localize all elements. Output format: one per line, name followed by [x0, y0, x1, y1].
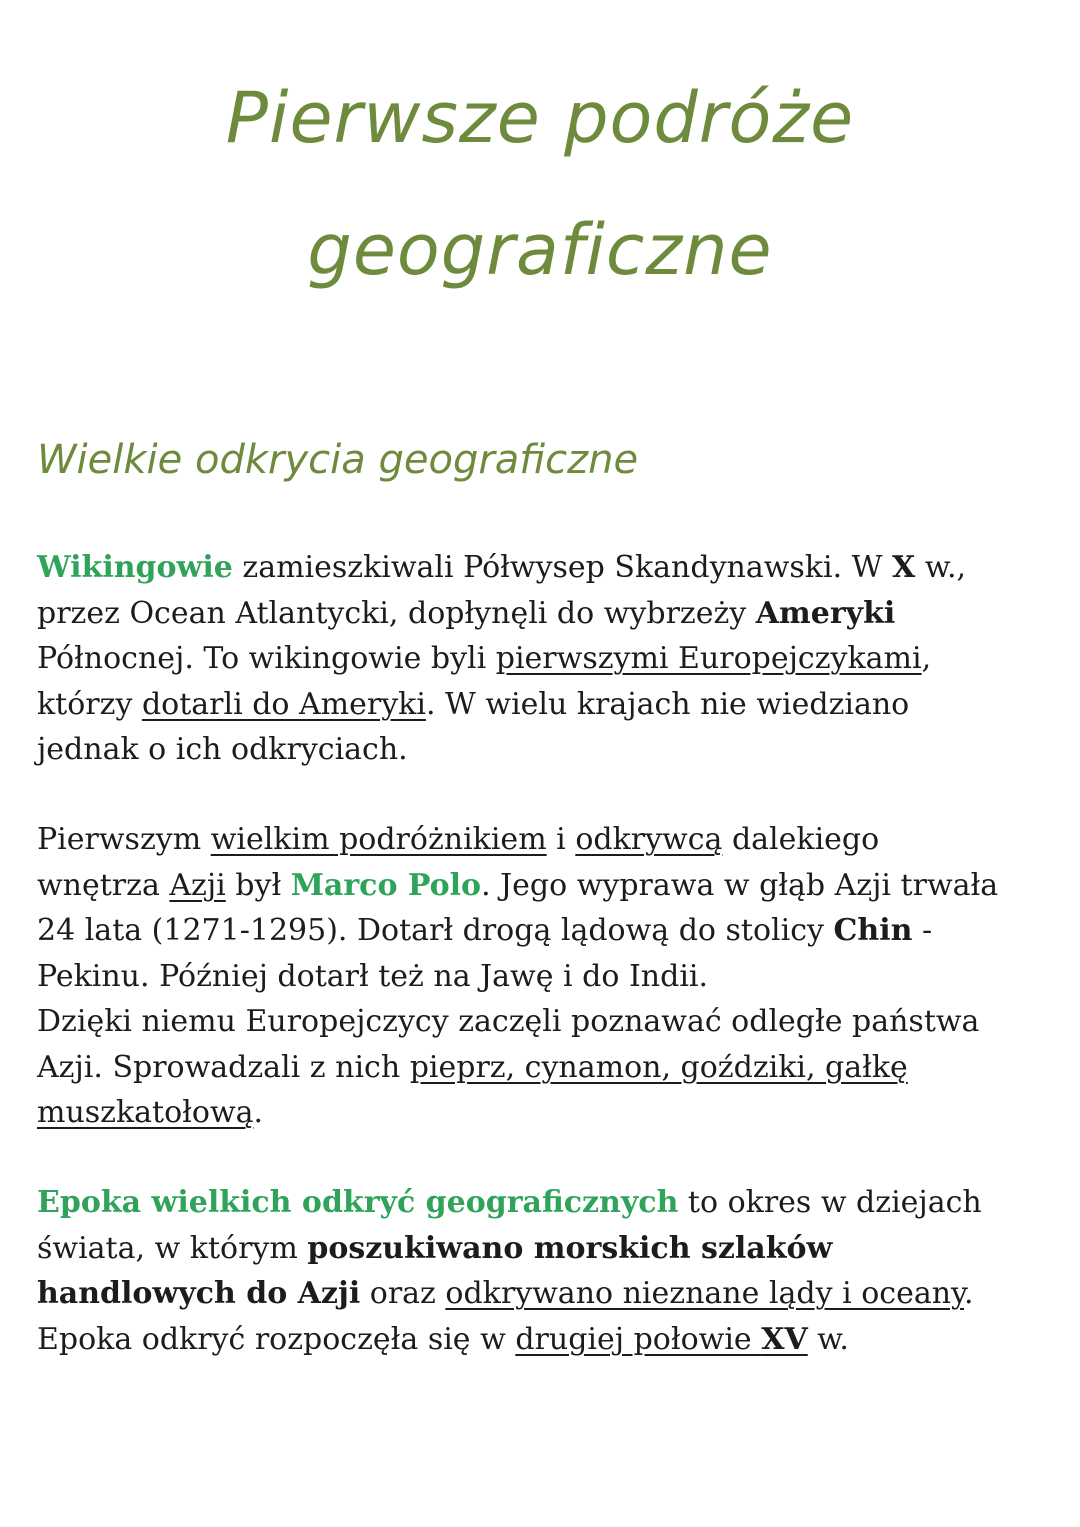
underlined-term: Azji	[169, 867, 226, 903]
bold-term: XV	[761, 1321, 808, 1357]
text-run: którzy	[37, 686, 142, 722]
text-run: drugiej połowie	[515, 1321, 762, 1357]
text-line	[37, 591, 1047, 637]
text-run: ,	[921, 641, 932, 676]
bold-term: poszukiwano morskich szlaków	[307, 1230, 833, 1266]
bold-term: handlowych do Azji	[37, 1276, 361, 1311]
text-run: w.	[807, 1321, 849, 1357]
text-run: -	[912, 913, 933, 948]
text-run: .	[964, 1276, 974, 1311]
text-run: świata, w którym	[37, 1230, 308, 1266]
page-title-line-2: geograficzne	[307, 209, 773, 291]
underlined-term: odkrywano nieznane lądy i oceany	[445, 1276, 964, 1311]
text-line	[37, 1180, 1047, 1226]
text-run: .	[253, 1095, 264, 1130]
text-run: Północnej. To wikingowie byli	[37, 641, 496, 676]
underlined-term: pieprz, cynamon, goździki, gałkę	[409, 1049, 908, 1085]
paragraph-vikings	[37, 545, 1047, 773]
text-run: Azji. Sprowadzali z nich	[37, 1049, 410, 1085]
text-run: był	[225, 867, 291, 903]
text-line: Pekinu. Później dotarł też na Jawę i do Indii.	[37, 958, 709, 994]
text-run: to okres w dziejach	[678, 1185, 982, 1220]
text-line	[37, 1226, 1047, 1272]
page-title	[0, 52, 1080, 316]
section-heading: Wielkie odkrycia geograficzne	[37, 437, 639, 483]
highlight-term: Epoka wielkich odkryć geograficznych	[37, 1185, 679, 1220]
text-run: wnętrza	[37, 867, 170, 903]
text-line	[37, 1317, 1047, 1363]
bold-term: Ameryki	[755, 595, 896, 631]
text-run: przez Ocean Atlantycki, dopłynęli do wybrzeży	[37, 595, 756, 631]
text-run: Pierwszym	[37, 822, 211, 857]
underlined-term: wielkim podróżnikiem	[210, 822, 547, 857]
text-line	[37, 817, 1047, 863]
underlined-term: odkrywcą	[575, 822, 723, 857]
text-line	[37, 863, 1047, 909]
text-line	[37, 1045, 1047, 1091]
text-line: jednak o ich odkryciach.	[37, 732, 408, 767]
text-line	[37, 1271, 1047, 1317]
text-run: i	[546, 822, 576, 857]
bold-term: Chin	[833, 913, 913, 948]
underlined-term: muszkatołową	[37, 1095, 254, 1130]
paragraph-age-of-discovery	[37, 1180, 1047, 1362]
text-line: Dzięki niemu Europejczycy zaczęli poznawać odległe państwa	[37, 1004, 980, 1039]
text-run: . W wielu krajach nie wiedziano	[425, 686, 910, 722]
text-run: dalekiego	[722, 822, 880, 857]
text-line	[37, 908, 1047, 954]
page-title-line-1: Pierwsze podróże	[225, 77, 855, 159]
text-run: Epoka odkryć rozpoczęła się w	[37, 1321, 516, 1357]
text-run: zamieszkiwali Półwysep Skandynawski. W	[232, 550, 893, 585]
underlined-term: dotarli do Ameryki	[141, 686, 426, 722]
text-run: 24 lata (1271-1295). Dotarł drogą lądową do stolicy	[37, 913, 834, 948]
text-line	[37, 636, 1047, 682]
text-run: oraz	[360, 1276, 446, 1311]
text-line	[37, 1090, 1047, 1136]
highlight-term: Marco Polo	[290, 867, 482, 903]
text-line	[37, 682, 1047, 728]
bold-term: X	[892, 550, 916, 585]
underlined-term	[515, 1322, 807, 1357]
underlined-term: pierwszymi Europejczykami	[495, 641, 922, 676]
text-run: . Jego wyprawa w głąb Azji trwała	[481, 867, 999, 903]
text-run: w.,	[915, 550, 967, 585]
paragraph-marco-polo	[37, 817, 1047, 1136]
text-line	[37, 545, 1047, 591]
highlight-term: Wikingowie	[37, 550, 233, 585]
